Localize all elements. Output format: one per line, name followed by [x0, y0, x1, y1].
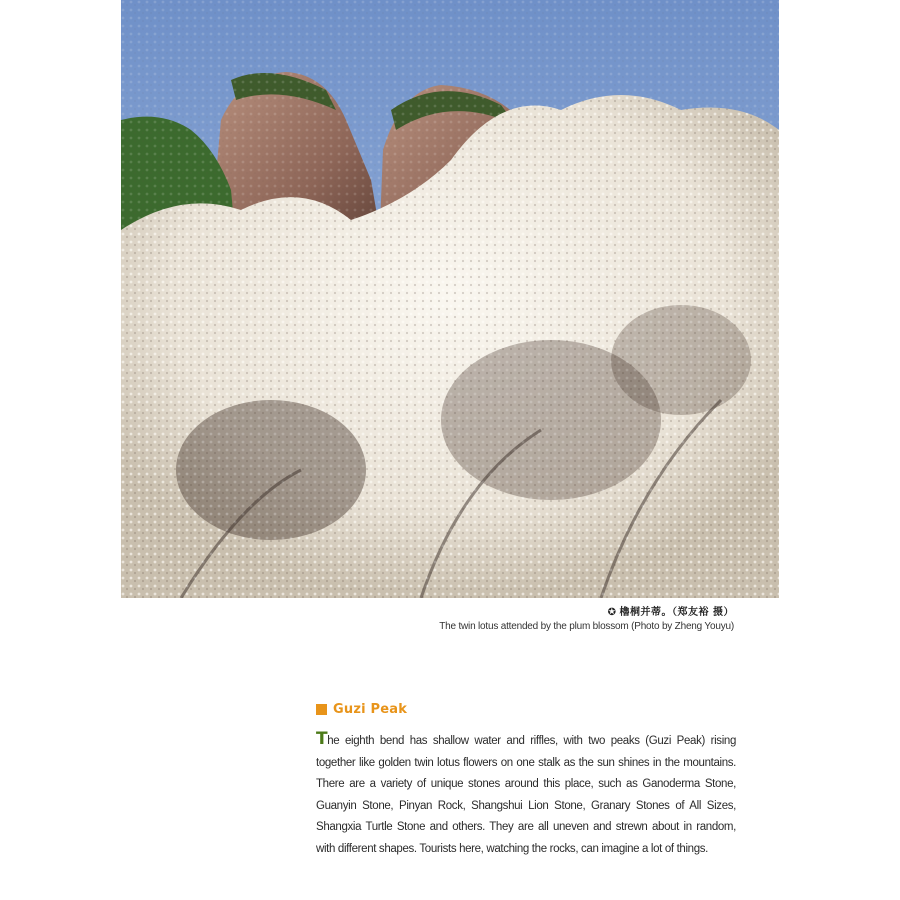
heading-title: Guzi Peak — [333, 702, 408, 717]
caption-chinese-text: 櫓桐并蒂。（郑友裕 摄） — [619, 607, 734, 618]
caption-bullet-icon: ✪ — [607, 607, 617, 618]
drop-cap: T — [316, 729, 328, 749]
body-paragraph — [316, 731, 736, 860]
caption-chinese — [439, 606, 734, 620]
landscape-photo — [121, 0, 779, 598]
heading-square-icon — [316, 704, 327, 715]
caption-english: The twin lotus attended by the plum blossom (Photo by Zheng Youyu) — [439, 621, 734, 632]
section-heading — [316, 702, 407, 717]
body-text: he eighth bend has shallow water and riffles, with two peaks (Guzi Peak) rising together like golden twin lotus flowers on one stalk as the sun shines in the mountains. There are a variety of unique stones around this place, such as Ganoderma Stone, Guanyin Stone, Pinyan Rock, Shangshui Lion Stone, Granary Stones of All Sizes, Shangxia Turtle Stone and others. They are all uneven and strewn about in random, with different shapes. Tourists here, watching the rocks, can imagine a lot of things. — [316, 735, 736, 855]
photo-caption — [439, 606, 734, 634]
